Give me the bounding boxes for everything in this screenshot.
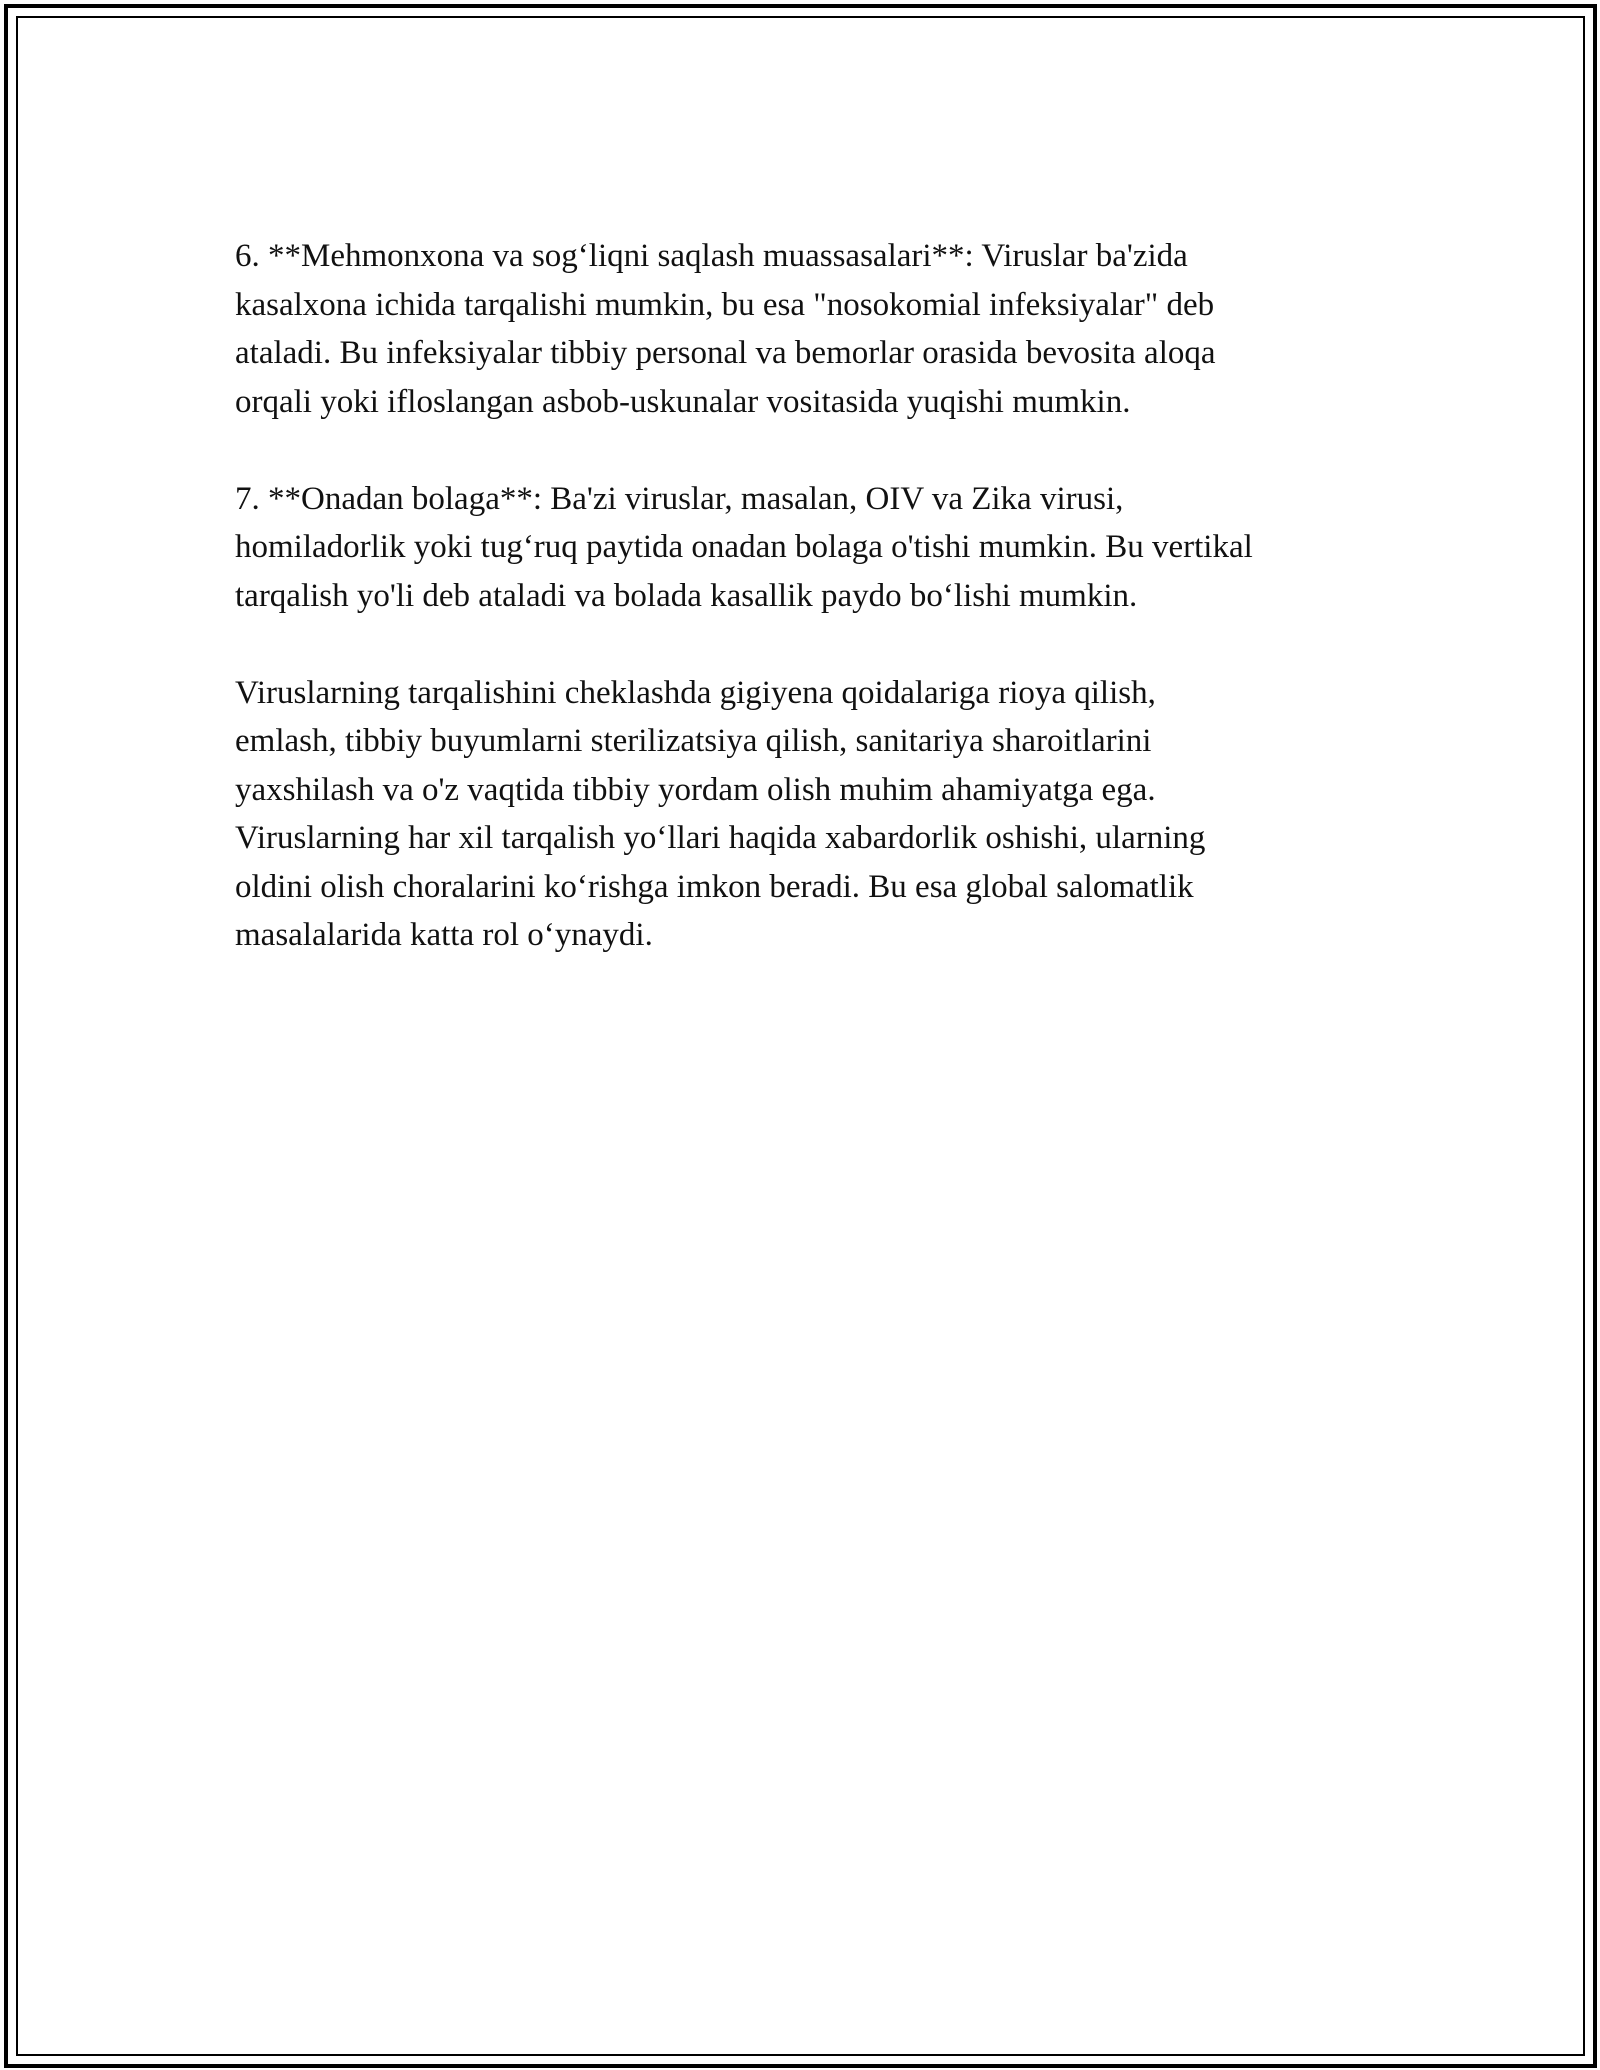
- text-line: emlash, tibbiy buyumlarni sterilizatsiya qilish, sanitariya sharoitlarini: [235, 723, 1152, 759]
- text-line: masalalarida katta rol o‘ynaydi.: [235, 917, 653, 953]
- document-body: [235, 232, 1405, 960]
- text-line: Viruslarning har xil tarqalish yo‘llari haqida xabardorlik oshishi, ularning: [235, 820, 1206, 856]
- text-line: Viruslarning tarqalishini cheklashda gigiyena qoidalariga rioya qilish,: [235, 674, 1156, 711]
- text-line: 6. **Mehmonxona va sog‘liqni saqlash muassasalari**: Viruslar ba'zida: [235, 238, 1188, 274]
- text-line: homiladorlik yoki tug‘ruq paytida onadan bolaga o'tishi mumkin. Bu vertikal: [235, 529, 1253, 565]
- text-line: orqali yoki ifloslangan asbob-uskunalar vositasida yuqishi mumkin.: [235, 383, 1131, 420]
- text-line: ataladi. Bu infeksiyalar tibbiy personal va bemorlar orasida bevosita aloqa: [235, 335, 1216, 371]
- text-line: yaxshilash va o'z vaqtida tibbiy yordam olish muhim ahamiyatga ega.: [235, 771, 1156, 808]
- paragraph-conclusion: [235, 669, 1405, 960]
- text-line: tarqalish yo'li deb ataladi va bolada kasallik paydo bo‘lishi mumkin.: [235, 577, 1138, 614]
- text-line: 7. **Onadan bolaga**: Ba'zi viruslar, masalan, OIV va Zika virusi,: [235, 480, 1124, 517]
- paragraph-transmission-hospital: [235, 232, 1405, 426]
- paragraph-transmission-mother-child: [235, 475, 1405, 621]
- text-line: kasalxona ichida tarqalishi mumkin, bu esa "nosokomial infeksiyalar" deb: [235, 286, 1215, 323]
- text-line: oldini olish choralarini ko‘rishga imkon beradi. Bu esa global salomatlik: [235, 868, 1194, 905]
